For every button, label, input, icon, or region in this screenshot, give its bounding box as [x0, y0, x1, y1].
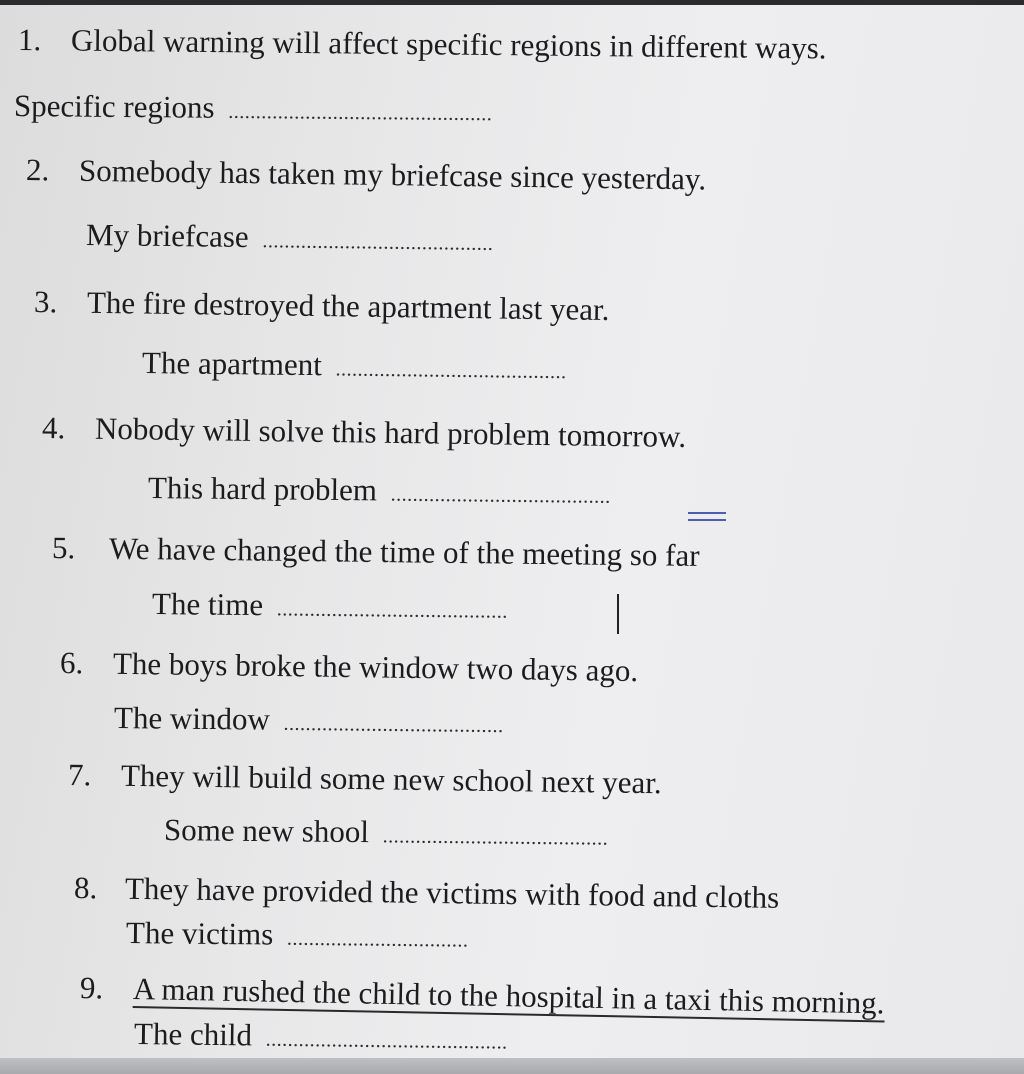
item-number: 9. [79, 970, 104, 1006]
sentence-text: Global warning will affect specific regions in different ways. [70, 22, 827, 66]
answer-prompt: The child [133, 1016, 253, 1053]
item-1-answer [14, 88, 493, 132]
item-2-sentence [26, 152, 707, 197]
item-3-sentence [34, 284, 610, 328]
item-9-answer [134, 1016, 508, 1061]
answer-blank[interactable]: .......................................... [276, 598, 508, 623]
sentence-text: Nobody will solve this hard problem tomorrow. [94, 410, 687, 454]
item-9-sentence [80, 970, 885, 1021]
sentence-text: A man rushed the child to the hospital in a taxi this morning. [132, 971, 885, 1021]
spellcheck-double-underline [688, 512, 726, 521]
item-6-sentence [60, 645, 639, 689]
item-2-answer [86, 217, 494, 262]
bottom-edge [0, 1058, 1024, 1074]
item-number: 4. [41, 410, 66, 446]
item-8-sentence [74, 870, 780, 916]
answer-prompt: The time [151, 586, 264, 623]
sentence-text: They will build some new school next year. [120, 757, 662, 801]
sentence-text: We have changed the time of the meeting so far [108, 530, 700, 573]
answer-prompt: Specific regions [13, 88, 215, 125]
item-5-answer [152, 586, 508, 630]
sentence-text: They have provided the victims with food and cloths [124, 870, 780, 915]
answer-prompt: Some new shool [163, 812, 370, 850]
item-8-answer [126, 915, 469, 959]
answer-blank[interactable]: ................................................ [228, 100, 493, 126]
item-number: 1. [17, 22, 42, 58]
item-7-answer [164, 812, 609, 857]
item-number: 3. [33, 284, 58, 320]
text-cursor [617, 594, 619, 634]
item-4-sentence [42, 410, 687, 455]
sentence-text: Somebody has taken my briefcase since yesterday. [78, 152, 707, 197]
sentence-text: The fire destroyed the apartment last year. [86, 284, 610, 328]
answer-prompt: This hard problem [147, 470, 378, 508]
answer-blank[interactable]: ......................................... [382, 825, 609, 850]
answer-prompt: The apartment [141, 345, 323, 383]
item-number: 5. [51, 530, 76, 566]
top-edge [0, 0, 1024, 5]
item-number: 2. [25, 152, 50, 188]
answer-blank[interactable]: ................................. [286, 927, 469, 952]
item-number: 7. [67, 757, 92, 793]
item-4-answer [148, 470, 611, 515]
answer-blank[interactable]: ............................................ [265, 1028, 508, 1054]
answer-blank[interactable]: .......................................... [262, 230, 494, 255]
item-number: 6. [59, 645, 84, 681]
answer-prompt: My briefcase [85, 217, 249, 254]
sentence-text: The boys broke the window two days ago. [112, 645, 639, 689]
answer-blank[interactable]: ........................................ [390, 483, 611, 508]
answer-blank[interactable]: ........................................ [283, 712, 504, 738]
item-5-sentence [52, 530, 700, 574]
item-number: 8. [73, 870, 98, 906]
answer-prompt: The victims [125, 915, 274, 952]
item-1-sentence [18, 22, 827, 66]
item-3-answer [142, 345, 567, 390]
answer-prompt: The window [113, 700, 271, 737]
item-6-answer [114, 700, 504, 744]
answer-blank[interactable]: .......................................... [335, 358, 567, 384]
item-7-sentence [68, 757, 662, 801]
